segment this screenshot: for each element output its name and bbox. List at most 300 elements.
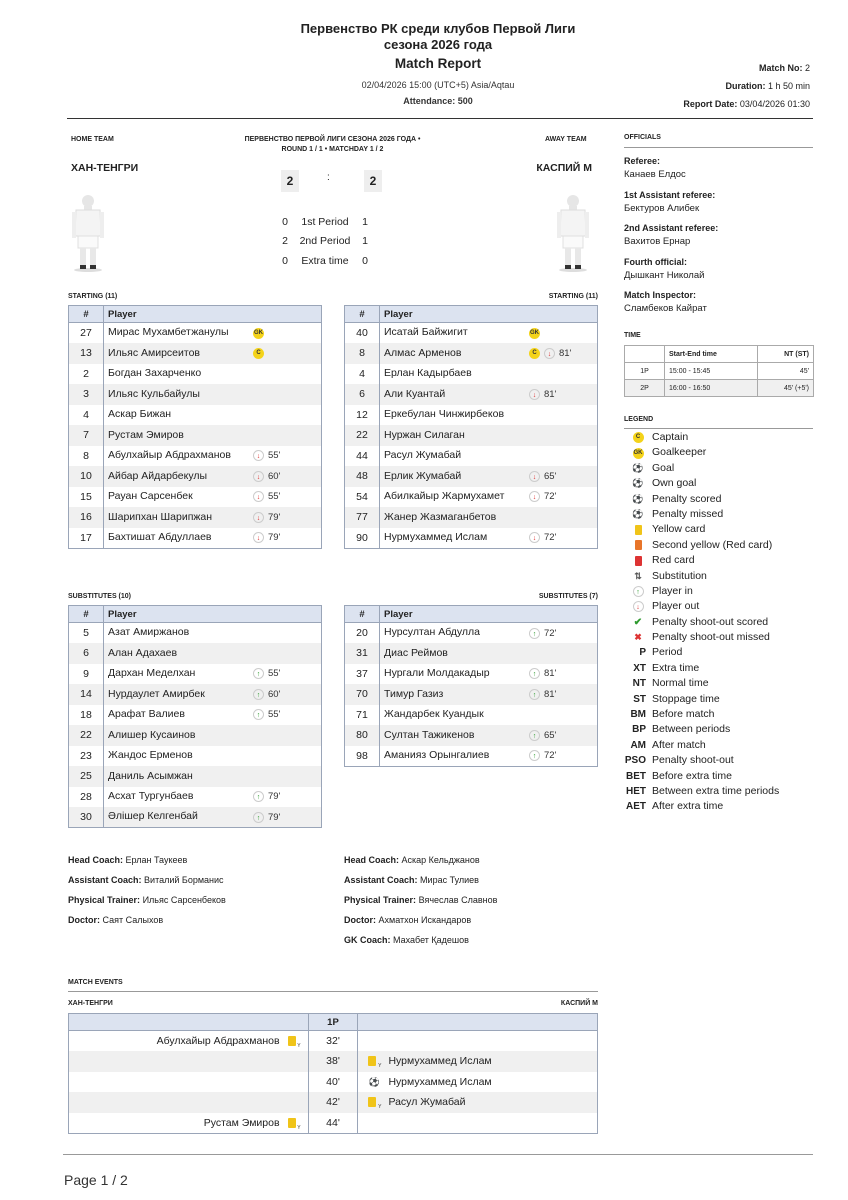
goal-icon [624, 461, 652, 476]
red-card-icon [624, 556, 652, 566]
event-row [69, 1031, 598, 1052]
legend-abbrev [624, 676, 652, 691]
player-events [529, 491, 585, 503]
player-number: 40 [345, 323, 380, 344]
event-minute: 55' [268, 709, 281, 721]
player-out-icon: ↓ [253, 471, 264, 482]
player-number: 5 [69, 623, 104, 644]
player-name: Дархан Меделхан [108, 667, 196, 679]
official [624, 156, 718, 190]
event-minute: 81' [544, 668, 557, 680]
player-cell [104, 528, 322, 549]
legend-abbrev-text: NT [632, 678, 646, 690]
player-cell [380, 384, 598, 405]
player-cell [380, 528, 598, 549]
yellow-card-icon [368, 1097, 376, 1107]
player-number: 30 [69, 807, 104, 828]
staff-role: Doctor: [344, 915, 376, 925]
event-away [358, 1031, 598, 1052]
player-number: 10 [69, 466, 104, 487]
player-events [253, 491, 309, 503]
round-info: ROUND 1 / 1 • MATCHDAY 1 / 2 [281, 146, 384, 153]
player-number: 8 [345, 343, 380, 364]
legend-item [624, 738, 813, 753]
player-events [253, 450, 309, 462]
player-cell [104, 466, 322, 487]
event-minute: 72' [544, 532, 557, 544]
staff-role: Doctor: [68, 915, 100, 925]
event-home-player: Рустам Эмиров [203, 1116, 280, 1129]
legend-item [624, 492, 813, 507]
player-number: 12 [345, 405, 380, 426]
player-events [529, 388, 585, 400]
player-number: 70 [345, 684, 380, 705]
player-number: 77 [345, 507, 380, 528]
event-minute: 55' [268, 668, 281, 680]
player-number: 17 [69, 528, 104, 549]
player-name: Бахтишат Абдуллаев [108, 530, 212, 543]
player-row [69, 766, 322, 787]
player-name: Әлішер Келгенбай [108, 810, 198, 823]
player-events [253, 511, 309, 523]
captain-icon [624, 432, 652, 443]
legend-item [624, 461, 813, 476]
player-name: Алишер Кусаинов [108, 728, 196, 741]
season-title: сезона 2026 года [383, 37, 493, 52]
event-minute: 55' [268, 491, 281, 503]
officials-divider [624, 147, 813, 148]
staff-role: GK Coach: [344, 935, 391, 945]
time-table: Start-End time NT (ST) 1P 15:00 - 15:45 45' 2P 16:00 - 16:50 45' (+5') [624, 345, 814, 397]
staff-role: Physical Trainer: [344, 895, 417, 905]
player-row [345, 684, 598, 705]
legend-label: After extra time [652, 800, 724, 813]
legend-label: Before match [652, 708, 715, 721]
player-row [345, 664, 598, 685]
legend-item [624, 599, 813, 614]
official-role: Fourth official: [624, 256, 687, 267]
player-row [345, 323, 598, 344]
player-cell [104, 705, 322, 726]
player-cell [104, 766, 322, 787]
player-name: Аманияз Орынгалиев [384, 748, 490, 761]
player-number: 22 [69, 725, 104, 746]
legend-label: Penalty missed [652, 507, 724, 520]
staff-name: Вячеслав Славнов [418, 895, 498, 905]
legend-label: Red card [652, 554, 695, 567]
player-number: 6 [69, 643, 104, 664]
player-in-icon: ↑ [529, 750, 540, 761]
cross-mark: ✖ [634, 632, 642, 643]
goalkeeper-icon [624, 448, 652, 459]
player-in-icon: ↑ [529, 730, 540, 741]
staff-member [344, 870, 497, 890]
legend-item [624, 753, 813, 768]
card-shape [635, 556, 642, 566]
player-events [529, 627, 585, 639]
shootout-missed-icon [624, 630, 652, 645]
player-number: 98 [345, 746, 380, 767]
player-name: Ильяс Кульбайулы [108, 387, 200, 400]
header-divider [67, 118, 813, 119]
player-number: 9 [69, 664, 104, 685]
player-row [69, 487, 322, 508]
event-minute: 79' [268, 511, 281, 523]
staff-role: Head Coach: [344, 855, 400, 865]
legend-item [624, 769, 813, 784]
player-events [253, 811, 309, 823]
event-minute: 65' [544, 729, 557, 741]
away-subs-table: # Player 20 Нурсултан Абдулла ↑ 72' 31 Диас Реймов 37 Нургали Молдакадыр ↑ 81' 70 Тимур Газиз ↑ 81' 71 Жандарбек Куандык 80 Султан Тажикенов ↑ 65' 98 Аманияз Орынгалиев ↑ 72' [344, 605, 598, 767]
page-number: Page 1 / 2 [64, 1172, 128, 1188]
player-number: 3 [69, 384, 104, 405]
away-team-name: КАСПИЙ М [536, 162, 592, 174]
player-name: Абулхайыр Абдрахманов [108, 449, 231, 461]
player-cell [104, 807, 322, 828]
events-divider [68, 991, 598, 992]
player-row [345, 446, 598, 467]
event-minute: 44' [308, 1113, 358, 1134]
legend-item [624, 476, 813, 491]
card-shape [635, 540, 642, 550]
player-cell [104, 507, 322, 528]
event-home [69, 1031, 309, 1052]
player-events [529, 327, 585, 339]
player-row [345, 343, 598, 364]
player-number: 25 [69, 766, 104, 787]
staff-name: Махабет Қадешов [393, 935, 469, 945]
event-row [69, 1113, 598, 1134]
legend-label: Captain [652, 431, 689, 443]
event-minute: 79' [268, 532, 281, 544]
legend-label: Goalkeeper [652, 446, 707, 459]
player-cell [104, 425, 322, 446]
legend-item [624, 615, 813, 630]
player-row [345, 623, 598, 644]
staff-member [68, 870, 226, 890]
check-mark: ✔ [633, 616, 643, 628]
player-row [345, 466, 598, 487]
player-row [69, 446, 322, 467]
player-out-icon: ↓ [529, 471, 540, 482]
goal-icon: ⚽ [368, 1076, 380, 1087]
legend-abbrev-text: HET [626, 785, 646, 797]
legend-abbrev [624, 769, 652, 784]
legend-item [624, 645, 813, 660]
event-minute: 60' [268, 688, 281, 700]
player-cell [380, 487, 598, 508]
player-row [345, 364, 598, 385]
player-cell [380, 507, 598, 528]
player-row [69, 623, 322, 644]
player-events [253, 327, 309, 339]
player-out-icon: ↓ [253, 512, 264, 523]
player-name: Нургали Молдакадыр [384, 667, 490, 679]
player-name: Асхат Тургунбаев [108, 790, 194, 802]
player-events [253, 532, 309, 544]
player-number: 44 [345, 446, 380, 467]
player-cell [104, 384, 322, 405]
player-row [345, 405, 598, 426]
player-name: Жанер Жазмаганбетов [384, 510, 497, 523]
player-cell [104, 746, 322, 767]
official-role: Match Inspector: [624, 290, 697, 300]
attendance: Attendance: 500 [403, 96, 473, 106]
player-cell [380, 405, 598, 426]
player-in-icon [624, 586, 652, 597]
player-cell [104, 623, 322, 644]
player-row [345, 425, 598, 446]
official-role: Referee: [624, 156, 661, 166]
away-staff [344, 850, 497, 950]
player-name: Рауан Сарсенбек [108, 490, 193, 502]
match-duration: Duration: 1 h 50 min [725, 81, 810, 91]
legend-label: Stoppage time [652, 692, 720, 705]
official-name: Вахитов Ернар [624, 236, 691, 247]
player-row [345, 487, 598, 508]
player-events [253, 709, 309, 721]
legend-label: Substitution [652, 569, 707, 582]
legend-item [624, 676, 813, 691]
captain-icon: C [253, 348, 264, 359]
yellow-card-icon [288, 1036, 296, 1046]
player-name: Султан Тажикенов [384, 728, 475, 741]
player-row [69, 405, 322, 426]
home-subs-table: # Player 5 Азат Амиржанов 6 Алан Адахаев 9 Дархан Меделхан ↑ 55' 14 Нурдаулет Амирбек ↑ 60' 18 Арафат Валиев ↑ 55' 22 Алишер Кусаинов 23 Жандос Ерменов 25 Даниль Асымжан 28 Асхат Тургунбаев ↑ 79' 30 Әлішер Келгенбай ↑ 79' [68, 605, 322, 828]
player-out-icon: ↓ [253, 491, 264, 502]
out-arrow: ↓ [633, 601, 644, 612]
player-name: Тимур Газиз [384, 687, 444, 700]
player-row [69, 323, 322, 344]
event-row [69, 1072, 598, 1093]
legend-item [624, 722, 813, 737]
event-minute: 38' [308, 1051, 358, 1072]
goalkeeper-icon: GK [529, 328, 540, 339]
legend-item [624, 799, 813, 814]
events-home-team: ХАН-ТЕНГРИ [68, 1000, 113, 1007]
event-minute: 72' [544, 750, 557, 762]
legend-label: Player in [652, 584, 693, 597]
legend-list [624, 430, 813, 815]
player-number: 48 [345, 466, 380, 487]
player-events [529, 688, 585, 700]
legend-divider [624, 428, 813, 429]
staff-name: Мирас Тулиев [420, 875, 479, 885]
player-name: Рустам Эмиров [108, 428, 184, 441]
player-name: Диас Реймов [384, 646, 448, 659]
officials-title: OFFICIALS [624, 134, 661, 141]
legend-title: LEGEND [624, 416, 654, 423]
legend-label: Penalty shoot-out missed [652, 631, 770, 644]
player-row [69, 684, 322, 705]
legend-badge: C [633, 432, 644, 443]
away-starting-label: STARTING (11) [548, 293, 598, 300]
player-row [69, 364, 322, 385]
legend-item [624, 538, 813, 553]
legend-label: Penalty shoot-out [652, 754, 734, 767]
ball-shape: ⚽ [632, 462, 644, 473]
player-name: Мирас Мухамбетжанулы [108, 326, 229, 339]
player-cell [380, 643, 598, 664]
player-name: Еркебулан Чинжирбеков [384, 408, 505, 420]
player-name: Жандарбек Куандык [384, 708, 484, 720]
legend-label: Between periods [652, 723, 731, 736]
player-cell [380, 705, 598, 726]
player-events [529, 347, 585, 359]
legend-abbrev [624, 722, 652, 737]
staff-role: Assistant Coach: [68, 875, 142, 885]
player-cell [104, 787, 322, 808]
legend-label: Second yellow (Red card) [652, 538, 773, 551]
player-row [345, 705, 598, 726]
event-away-player: Нурмухаммед Ислам [388, 1055, 492, 1068]
match-number: Match No: 2 [758, 63, 810, 73]
legend-item [624, 661, 813, 676]
yellow-card-icon [368, 1056, 376, 1066]
player-number: 13 [69, 343, 104, 364]
player-row [69, 425, 322, 446]
legend-label: Extra time [652, 661, 700, 674]
legend-label: Player out [652, 600, 700, 613]
player-row [345, 643, 598, 664]
player-row [345, 746, 598, 767]
player-name: Жандос Ерменов [108, 749, 193, 761]
event-home [69, 1092, 309, 1113]
player-row [345, 725, 598, 746]
player-events [529, 668, 585, 680]
player-name: Аскар Бижан [108, 408, 172, 420]
player-number: 23 [69, 746, 104, 767]
legend-label: Yellow card [652, 523, 706, 536]
player-row [69, 725, 322, 746]
report-date: Report Date: 03/04/2026 01:30 [683, 99, 810, 109]
officials-list [624, 156, 718, 324]
player-row [69, 746, 322, 767]
legend-abbrev [624, 707, 652, 722]
legend-label: Period [652, 646, 683, 659]
legend-item [624, 430, 813, 445]
card-shape [635, 525, 642, 535]
player-out-icon: ↓ [544, 348, 555, 359]
home-starting-label: STARTING (11) [68, 293, 118, 300]
event-away-player: Нурмухаммед Ислам [388, 1075, 492, 1088]
goalkeeper-icon: GK [253, 328, 264, 339]
player-out-icon: ↓ [253, 532, 264, 543]
ball-shape: ⚽ [632, 478, 644, 489]
player-name: Абилкайыр Жармухамет [384, 490, 505, 502]
event-minute: 81' [559, 347, 572, 359]
yellow-card-icon [624, 525, 652, 535]
away-team-label: AWAY TEAM [545, 136, 587, 143]
player-in-icon: ↑ [529, 668, 540, 679]
player-name: Нурдаулет Амирбек [108, 687, 205, 700]
legend-item [624, 784, 813, 799]
player-number: 4 [345, 364, 380, 385]
event-row [69, 1092, 598, 1113]
away-subs-label: SUBSTITUTES (7) [538, 593, 598, 600]
match-datetime: 02/04/2026 15:00 (UTC+5) Asia/Aqtau [361, 80, 515, 90]
legend-label: After match [652, 738, 706, 751]
player-name: Азат Амиржанов [108, 626, 190, 639]
official-name: Сламбеков Кайрат [624, 303, 707, 314]
player-in-icon: ↑ [253, 709, 264, 720]
player-cell [104, 343, 322, 364]
official [624, 190, 718, 224]
player-cell [104, 446, 322, 467]
player-row [69, 466, 322, 487]
staff-name: Ерлан Таукеев [125, 855, 188, 865]
event-minute: 60' [268, 470, 281, 482]
player-number: 7 [69, 425, 104, 446]
player-cell [380, 725, 598, 746]
player-events [253, 470, 309, 482]
player-row [69, 643, 322, 664]
sub-arrows: ⇅ [634, 570, 642, 581]
competition-name: ПЕРВЕНСТВО ПЕРВОЙ ЛИГИ СЕЗОНА 2026 ГОДА • [244, 136, 421, 143]
player-in-icon: ↑ [529, 628, 540, 639]
player-cell [104, 364, 322, 385]
player-cell [104, 487, 322, 508]
second-yellow-icon [624, 540, 652, 550]
player-row [69, 807, 322, 828]
player-cell [380, 343, 598, 364]
report-title: Match Report [394, 56, 482, 71]
player-in-icon: ↑ [253, 791, 264, 802]
event-minute: 72' [544, 491, 557, 503]
player-cell [380, 364, 598, 385]
player-name: Ильяс Амирсеитов [108, 346, 200, 359]
staff-member [68, 850, 226, 870]
player-cell [380, 466, 598, 487]
player-number: 8 [69, 446, 104, 467]
player-cell [380, 684, 598, 705]
legend-item [624, 707, 813, 722]
home-starting-table: # Player 27 Мирас Мухамбетжанулы GK 13 Ильяс Амирсеитов C 2 Богдан Захарченко 3 Ильяс Кульбайулы 4 Аскар Бижан 7 Рустам Эмиров 8 Абулхайыр Абдрахманов ↓ 55' 10 Айбар Айдарбекулы ↓ 60' 15 Рауан Сарсенбек ↓ 55' 16 Шарипхан Шарипжан ↓ 79' 17 Бахтишат Абдуллаев ↓ 79' [68, 305, 322, 549]
player-in-icon: ↑ [253, 689, 264, 700]
events-table: 1P Абулхайыр АбдрахмановY 32' 38' Y Нурмухаммед Ислам 40' ⚽ Нурмухаммед Ислам 42' Y Расул Жумабай Рустам ЭмировY 44' [68, 1013, 598, 1134]
staff-role: Head Coach: [68, 855, 124, 865]
legend-abbrev-text: BP [632, 724, 646, 736]
staff-member [344, 930, 497, 950]
event-minute: 81' [544, 388, 557, 400]
staff-member [68, 910, 226, 930]
staff-role: Physical Trainer: [68, 895, 141, 905]
legend-label: Penalty shoot-out scored [652, 615, 769, 628]
player-number: 2 [69, 364, 104, 385]
player-number: 28 [69, 787, 104, 808]
official-name: Дышкант Николай [624, 269, 705, 281]
player-number: 6 [345, 384, 380, 405]
player-number: 4 [69, 405, 104, 426]
player-name: Богдан Захарченко [108, 367, 202, 379]
event-home [69, 1051, 309, 1072]
player-number: 15 [69, 487, 104, 508]
own-goal-icon [624, 476, 652, 491]
staff-member [68, 890, 226, 910]
events-title: MATCH EVENTS [68, 979, 123, 986]
event-minute: 81' [544, 688, 557, 700]
player-name: Расул Жумабай [384, 449, 462, 461]
legend-abbrev [624, 738, 652, 753]
player-number: 18 [69, 705, 104, 726]
player-cell [104, 323, 322, 344]
player-cell [380, 746, 598, 767]
time-title: TIME [624, 332, 641, 339]
legend-abbrev [624, 645, 652, 660]
legend-abbrev-text: AM [630, 739, 646, 751]
player-name: Алмас Арменов [384, 346, 462, 359]
player-number: 80 [345, 725, 380, 746]
